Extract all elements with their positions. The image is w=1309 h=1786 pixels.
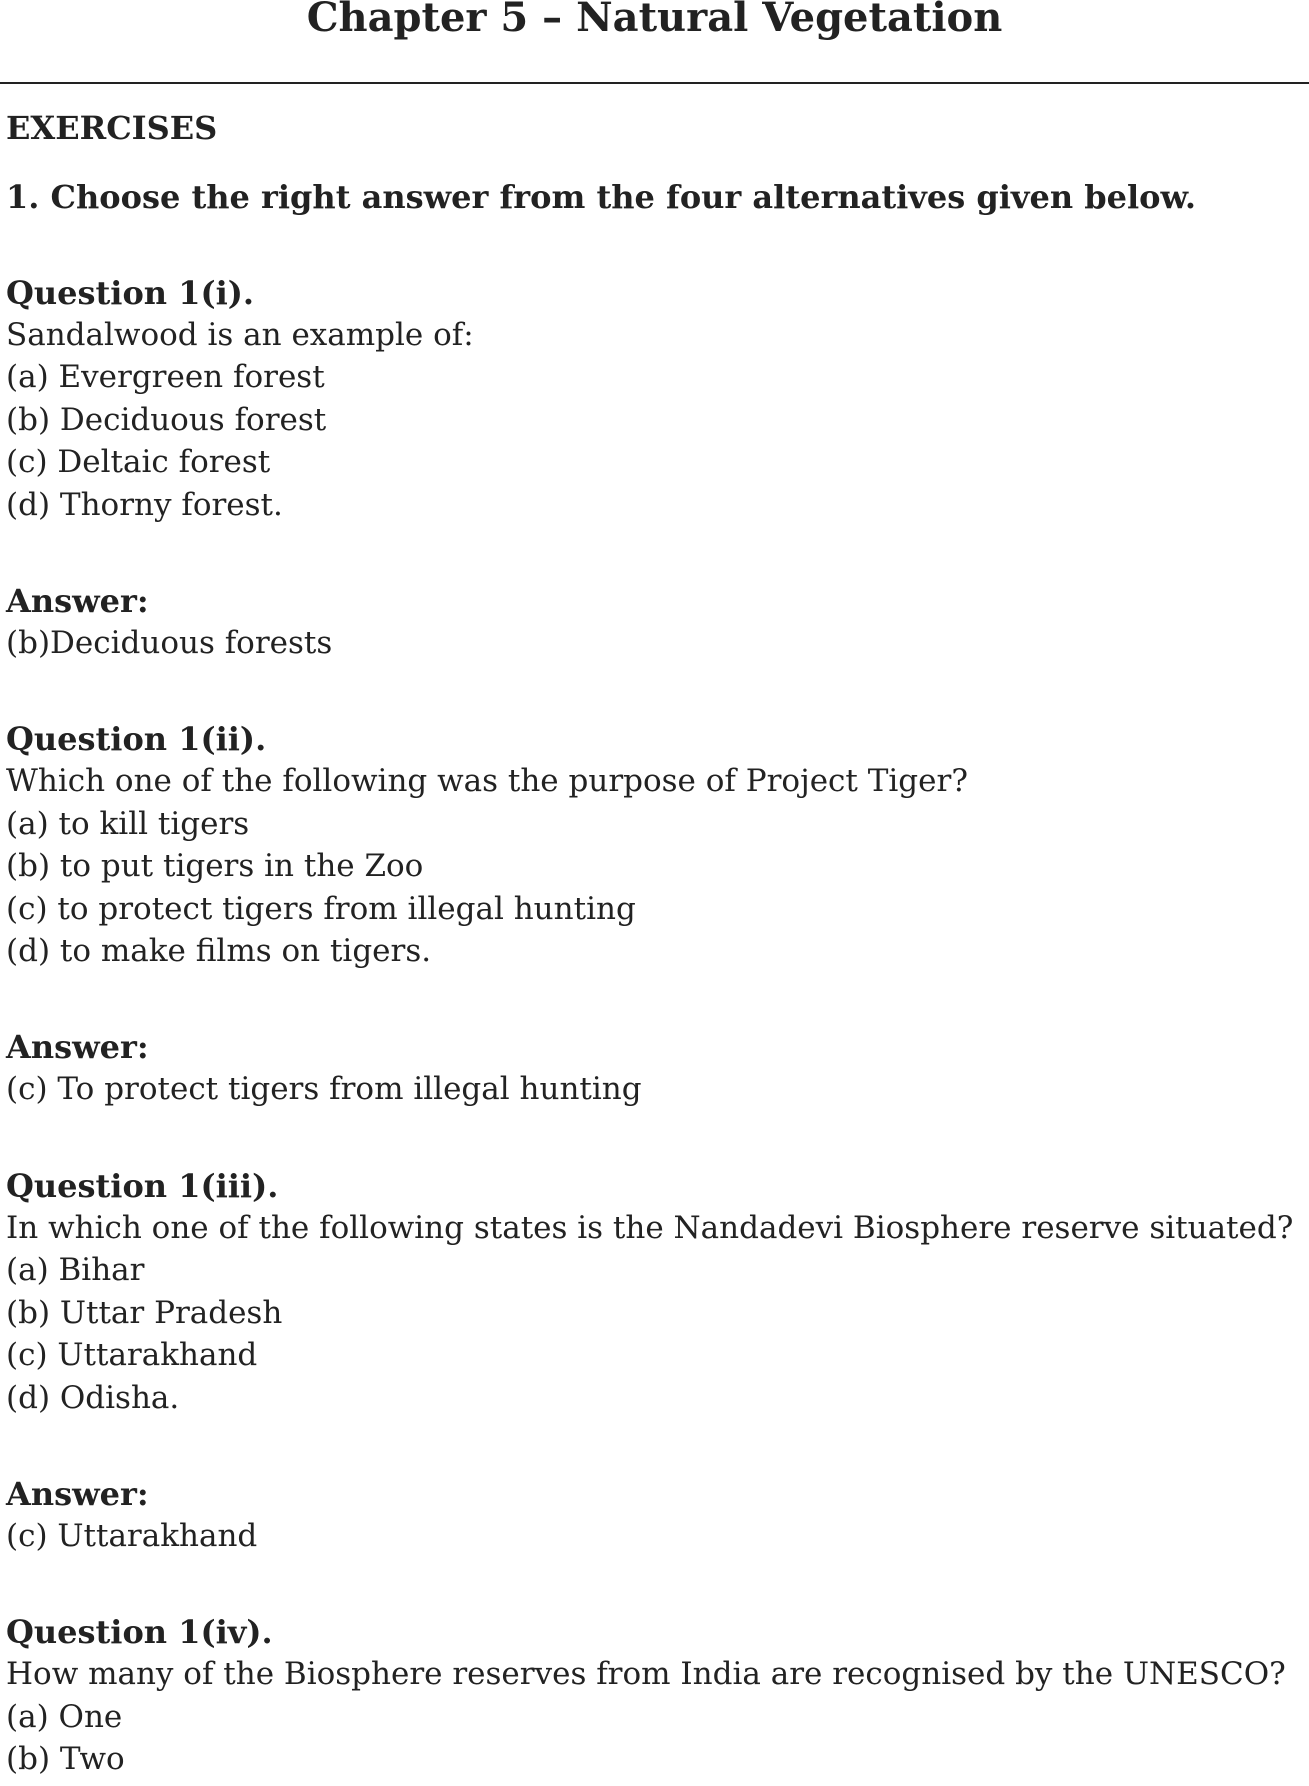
answer-label: Answer: bbox=[6, 1028, 149, 1067]
option-c: (c) Deltaic forest bbox=[6, 444, 271, 481]
document-body bbox=[6, 107, 1309, 1781]
question-label: Question 1(ii). bbox=[6, 720, 267, 759]
option-d: (d) Odisha. bbox=[6, 1379, 180, 1416]
option-d: (d) to make films on tigers. bbox=[6, 933, 432, 970]
option-b: (b) Deciduous forest bbox=[6, 401, 327, 438]
option-a: (a) One bbox=[6, 1698, 123, 1735]
option-b: (b) Uttar Pradesh bbox=[6, 1294, 283, 1331]
option-b: (b) Two bbox=[6, 1741, 125, 1778]
option-d: (d) Thorny forest. bbox=[6, 486, 283, 523]
question-text: Sandalwood is an example of: bbox=[6, 317, 474, 353]
question-block bbox=[6, 272, 1309, 664]
option-c: (c) to protect tigers from illegal hunting bbox=[6, 890, 636, 927]
answer-label: Answer: bbox=[6, 1474, 149, 1513]
question-block bbox=[6, 1165, 1309, 1557]
question-label: Question 1(iii). bbox=[6, 1166, 279, 1205]
answer-text: (c) To protect tigers from illegal hunting bbox=[6, 1071, 642, 1108]
question-text: Which one of the following was the purpose of Project Tiger? bbox=[6, 763, 968, 800]
question-text: How many of the Biosphere reserves from India are recognised by the UNESCO? bbox=[6, 1656, 1286, 1693]
title-divider bbox=[0, 82, 1309, 84]
question-block bbox=[6, 718, 1309, 1110]
question-label: Question 1(i). bbox=[6, 274, 255, 312]
option-a: (a) Evergreen forest bbox=[6, 359, 325, 396]
exercises-heading: EXERCISES bbox=[6, 109, 218, 147]
question-label: Question 1(iv). bbox=[6, 1613, 273, 1652]
answer-text: (c) Uttarakhand bbox=[6, 1517, 258, 1554]
option-b: (b) to put tigers in the Zoo bbox=[6, 848, 424, 885]
answer-text: (b)Deciduous forests bbox=[6, 625, 333, 662]
page-title: Chapter 5 – Natural Vegetation bbox=[306, 0, 1003, 41]
option-a: (a) Bihar bbox=[6, 1252, 145, 1289]
option-c: (c) Uttarakhand bbox=[6, 1337, 258, 1374]
exercise-instruction: 1. Choose the right answer from the four alternatives given below. bbox=[6, 178, 1196, 216]
question-block bbox=[6, 1611, 1309, 1780]
option-a: (a) to kill tigers bbox=[6, 805, 250, 842]
answer-label: Answer: bbox=[6, 582, 149, 621]
question-text: In which one of the following states is the Nandadevi Biosphere reserve situated? bbox=[6, 1209, 1294, 1246]
